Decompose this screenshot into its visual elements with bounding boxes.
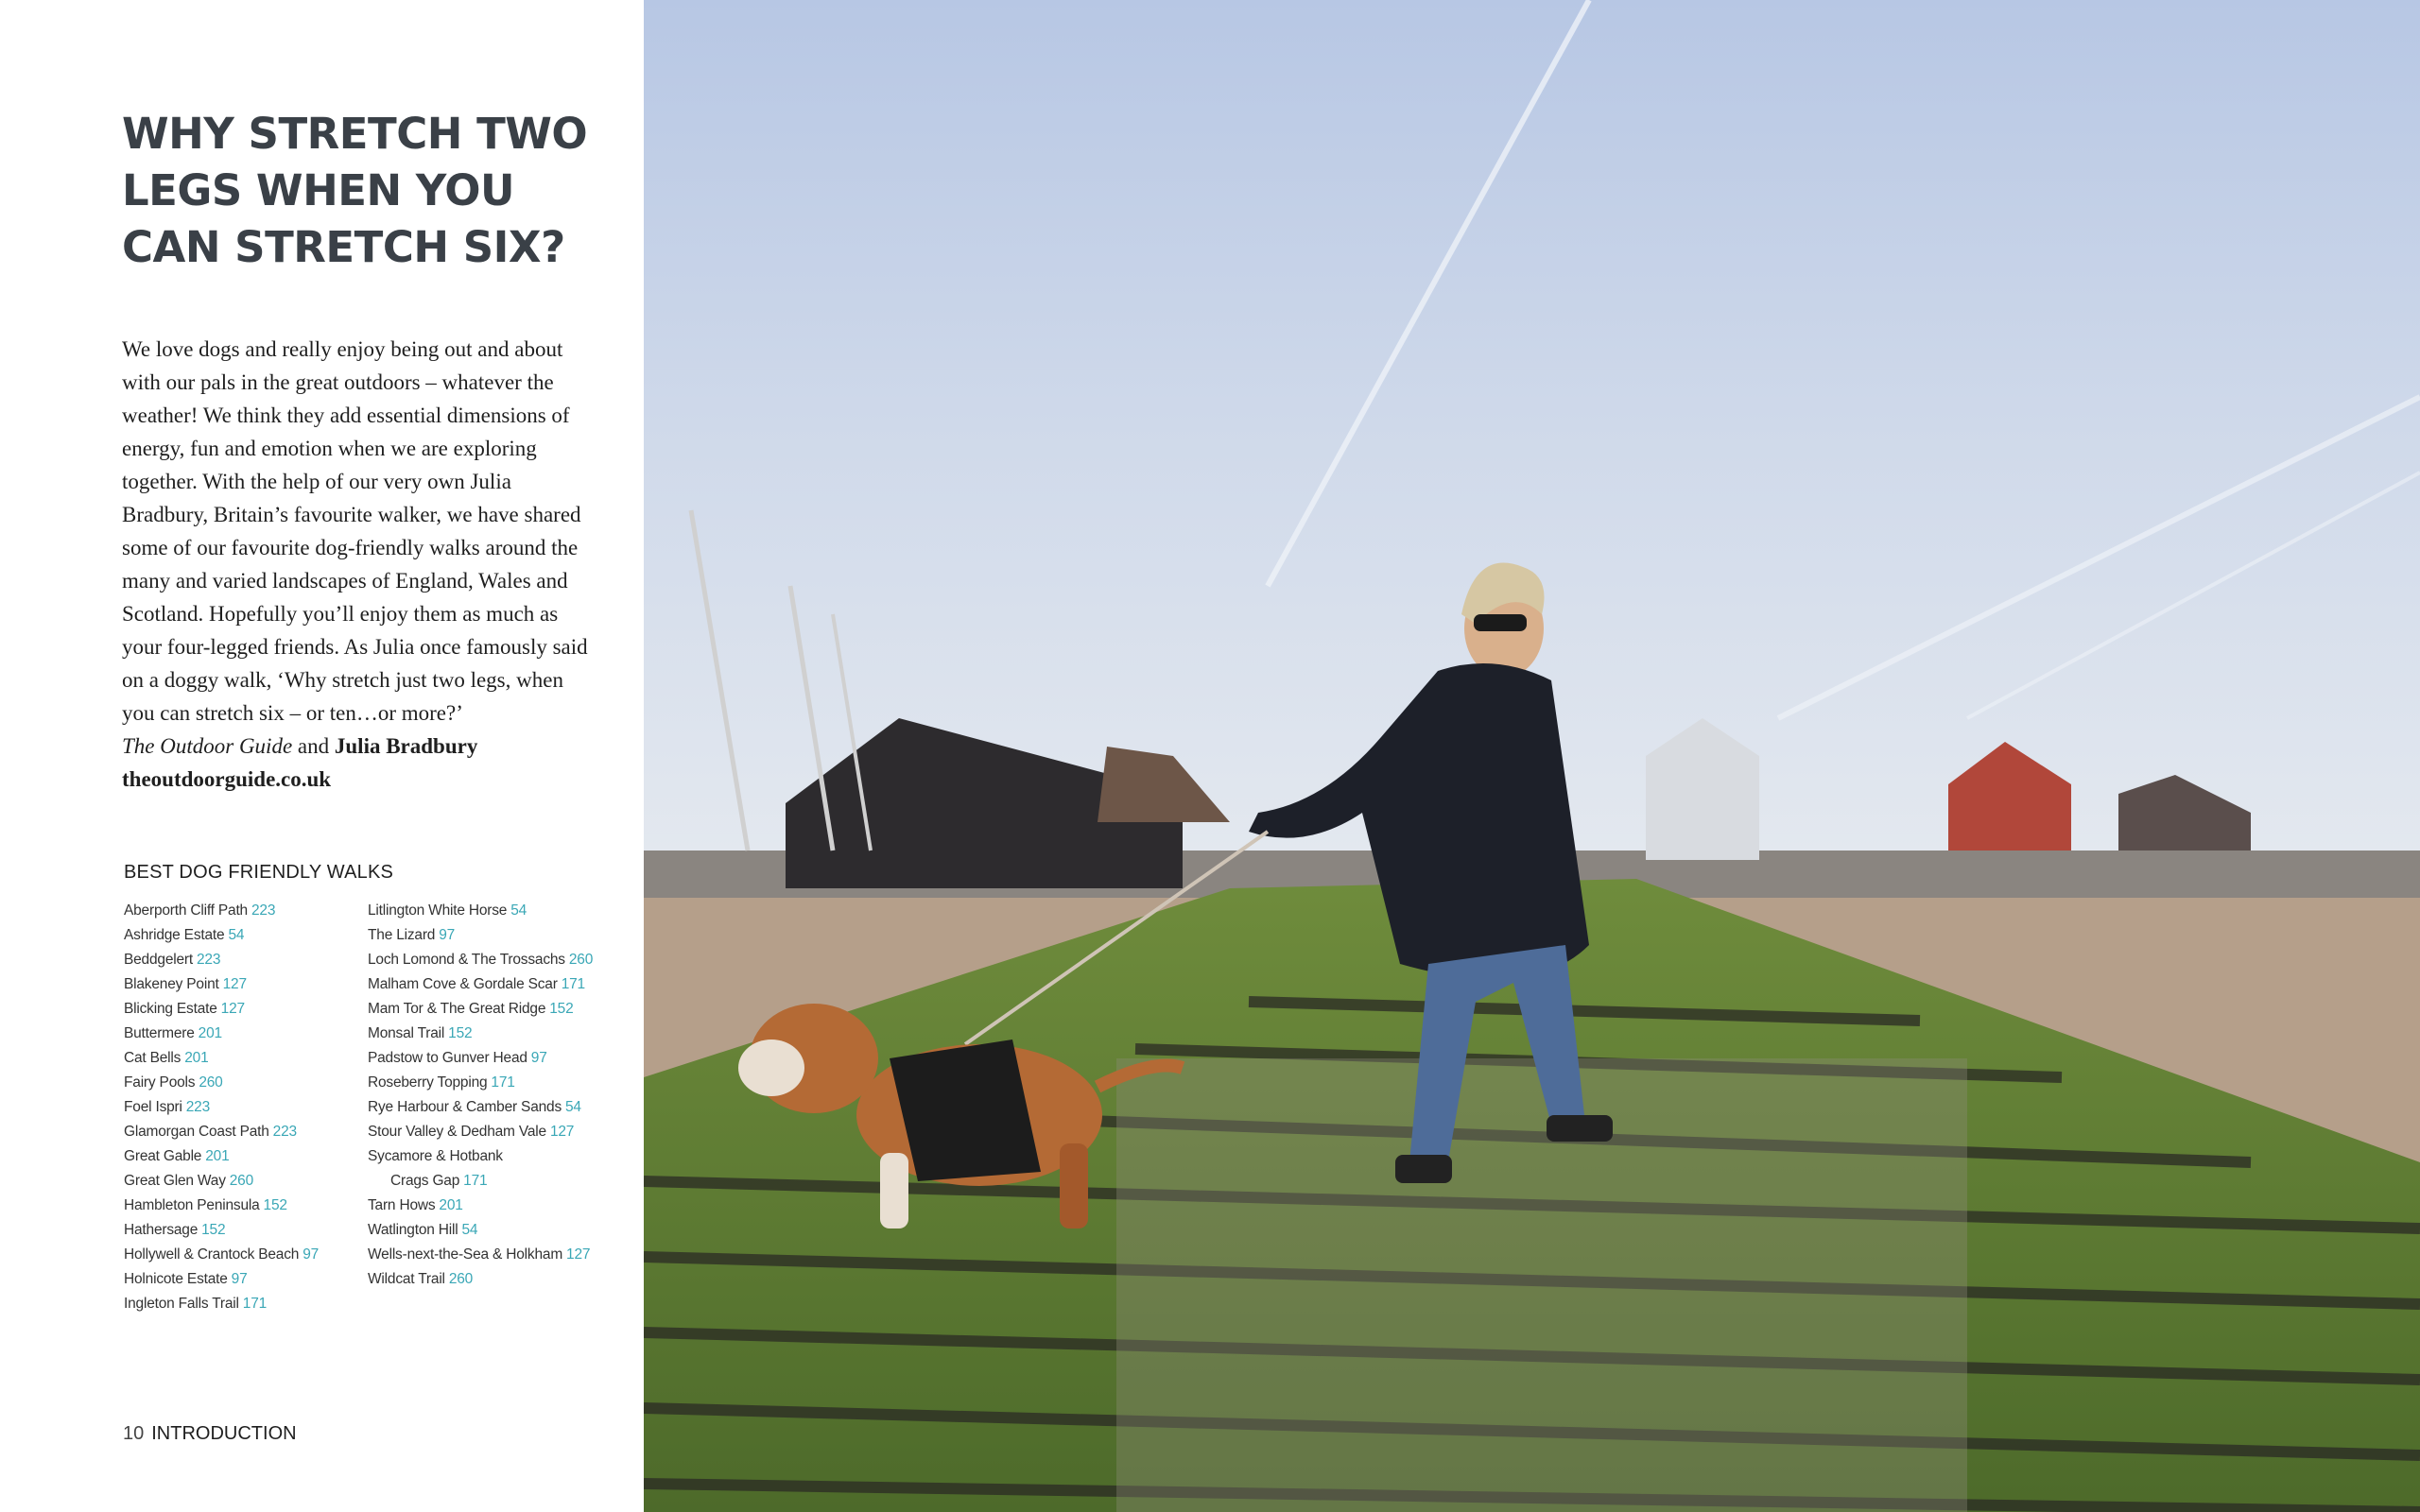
left-page [0,0,643,1512]
walk-entry: Mam Tor & The Great Ridge 152 [368,1001,574,1017]
walk-entry: Roseberry Topping 171 [368,1074,515,1091]
intro-paragraph [122,333,614,796]
title-line: LEGS WHEN YOU [122,165,515,215]
walk-entry: Fairy Pools 260 [124,1074,223,1091]
walks-heading: BEST DOG FRIENDLY WALKS [124,862,394,883]
walk-entry: Foel Ispri 223 [124,1099,211,1115]
intro-line: with our pals in the great outdoors – whatever the [122,370,554,394]
walk-entry: Aberporth Cliff Path 223 [124,902,276,919]
walk-entry: Padstow to Gunver Head 97 [368,1050,547,1066]
intro-line: energy, fun and emotion when we are exploring [122,437,537,460]
walk-entry: Ashridge Estate 54 [124,927,245,943]
intro-line: many and varied landscapes of England, Wales and [122,569,568,593]
walk-entry: Watlington Hill 54 [368,1222,478,1238]
walk-entry: Loch Lomond & The Trossachs 260 [368,952,594,968]
walk-entry: Wells-next-the-Sea & Holkham 127 [368,1246,591,1263]
intro-line: you can stretch six – or ten…or more?’ [122,701,463,725]
intro-line: some of our favourite dog-friendly walks around the [122,536,579,559]
walk-entry: Glamorgan Coast Path 223 [124,1124,297,1140]
intro-line: your four-legged friends. As Julia once famously said [122,635,588,659]
walk-entry: Beddgelert 223 [124,952,221,968]
woman-sunglasses [1474,614,1527,631]
walks-list-column-1 [124,899,319,1316]
walk-entry: Sycamore & Hotbank [368,1148,503,1164]
walk-entry: Great Glen Way 260 [124,1173,254,1189]
page-number: 10 [123,1423,145,1444]
signature-and: and [292,734,335,758]
intro-line: weather! We think they add essential dimensions of [122,404,570,427]
walk-entry: Hathersage 152 [124,1222,226,1238]
walk-entry: Stour Valley & Dedham Vale 127 [368,1124,575,1140]
walk-entry: Great Gable 201 [124,1148,230,1164]
bulldog-muzzle [738,1040,804,1096]
walk-entry: Hambleton Peninsula 152 [124,1197,287,1213]
signature-line [122,730,614,763]
intro-line: together. With the help of our very own Julia [122,470,511,493]
page-footer [123,1423,297,1445]
walk-entry: Malham Cove & Gordale Scar 171 [368,976,585,992]
woman-shoe [1547,1115,1613,1142]
walk-entry: Tarn Hows 201 [368,1197,463,1213]
intro-line: Bradbury, Britain’s favourite walker, we have shared [122,503,581,526]
bulldog-leg [1060,1143,1088,1228]
bulldog-leg [880,1153,908,1228]
walk-entry: Blicking Estate 127 [124,1001,245,1017]
walk-entry: Buttermere 201 [124,1025,222,1041]
page-title [122,106,614,276]
walk-entry: Ingleton Falls Trail 171 [124,1296,268,1312]
walk-entry: The Lizard 97 [368,927,456,943]
walk-entry: Hollywell & Crantock Beach 97 [124,1246,320,1263]
walk-entry: Wildcat Trail 260 [368,1271,474,1287]
section-name: INTRODUCTION [151,1423,297,1444]
walk-entry: Blakeney Point 127 [124,976,247,992]
walk-entry: Monsal Trail 152 [368,1025,473,1041]
walk-entry: Crags Gap 171 [390,1173,488,1189]
website-link[interactable]: theoutdoorguide.co.uk [122,767,332,791]
walk-entry: Rye Harbour & Camber Sands 54 [368,1099,581,1115]
woman-shoe [1395,1155,1452,1183]
walk-entry: Cat Bells 201 [124,1050,209,1066]
walks-list-column-2 [368,899,593,1292]
title-line: CAN STRETCH SIX? [122,222,565,272]
intro-line: on a doggy walk, ‘Why stretch just two legs, when [122,668,563,692]
title-line: WHY STRETCH TWO [122,109,588,159]
intro-line: Scotland. Hopefully you’ll enjoy them as much as [122,602,559,626]
author-name: Julia Bradbury [334,734,478,758]
walk-entry: Holnicote Estate 97 [124,1271,248,1287]
intro-line: We love dogs and really enjoy being out and about [122,337,563,361]
guide-name: The Outdoor Guide [122,734,293,758]
walk-entry: Litlington White Horse 54 [368,902,527,919]
wooden-boards [1116,1058,1967,1512]
beach-dog-walk-photo [644,0,2420,1512]
